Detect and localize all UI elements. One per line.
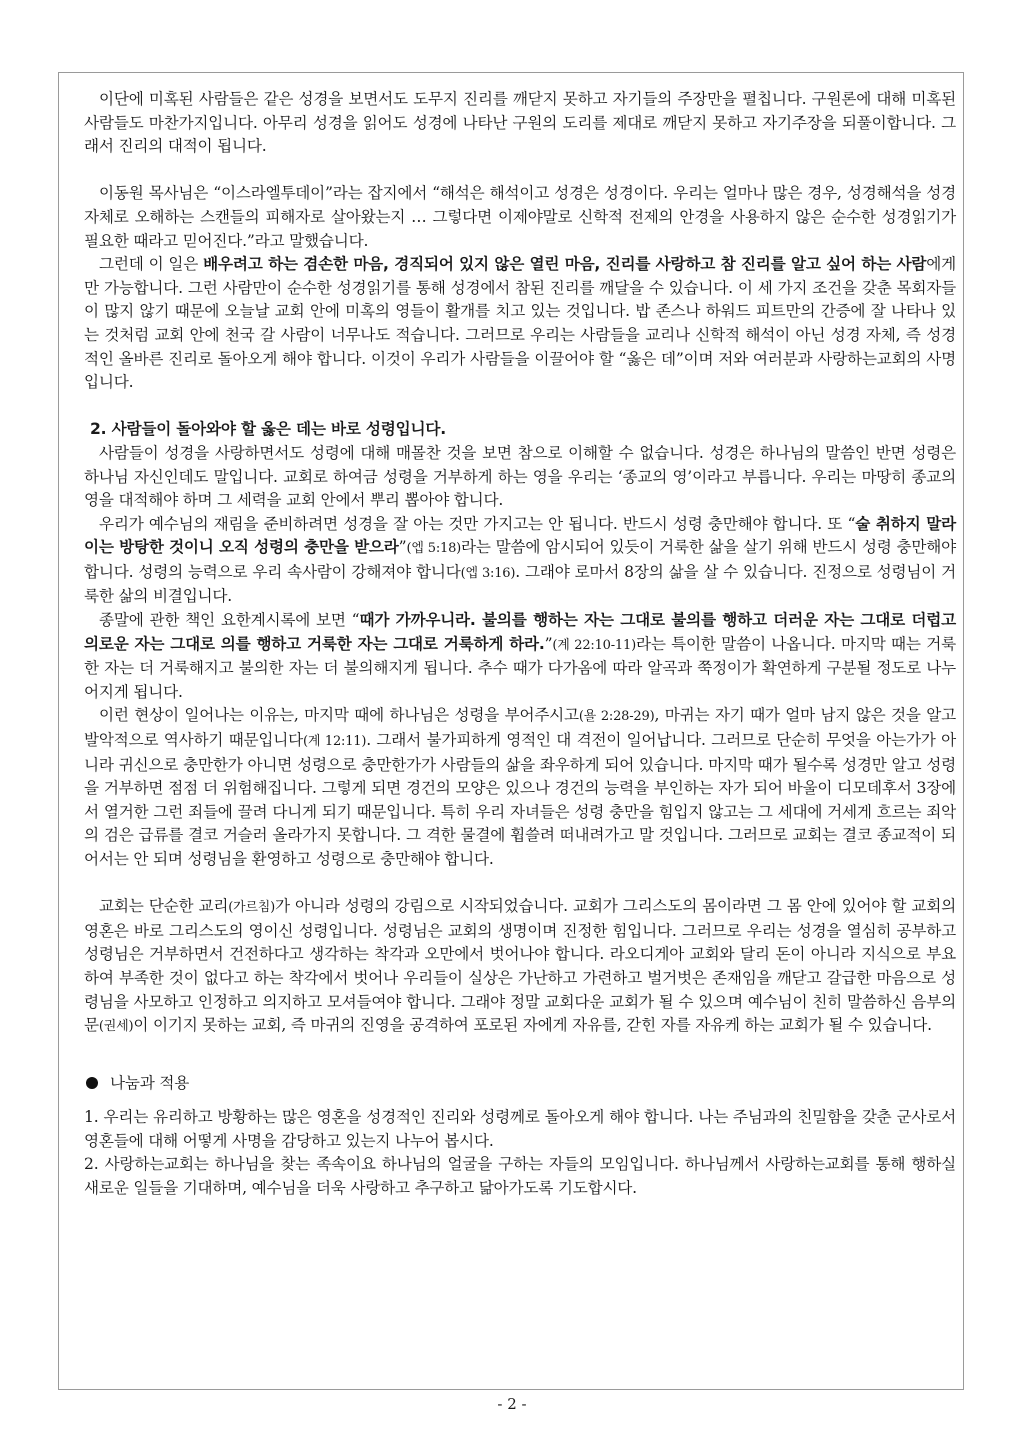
scripture-quote: 때가 가까우니라. 불의를 행하는 자는 그대로 불의를 행하고 더러운 자는 그대로 더럽고 의로운 자는 그대로 의를 행하고 거룩한 자는 그대로 거룩하게 하라. bbox=[84, 611, 956, 653]
parenthetical-note: (가르침) bbox=[228, 900, 276, 916]
scripture-reference: (엡 3:16) bbox=[460, 565, 516, 581]
scripture-reference: (계 22:10-11) bbox=[552, 637, 636, 653]
page-number: - 2 - bbox=[497, 1395, 527, 1413]
paragraph-1: 이단에 미혹된 사람들은 같은 성경을 보면서도 도무지 진리를 깨닫지 못하고 자기들의 주장만을 펼칩니다. 구원론에 대해 미혹된 사람들도 마찬가지입니다. 아무리 성경을 읽어도 성경에 나타난 구원의 도리를 제대로 깨닫지 못하고 자기주장을 되풀이합니다. 그래서 진리의 대적이 됩니다. bbox=[84, 90, 956, 156]
emphasis-text: 배우려고 하는 겸손한 마음, 경직되어 있지 않은 열린 마음, 진리를 사랑하고 참 진리를 알고 싶어 하는 사람 bbox=[203, 255, 927, 274]
section-heading: 2. 사람들이 돌아와야 할 옳은 데는 바로 성령입니다. bbox=[90, 420, 446, 439]
scripture-reference: (엡 5:18) bbox=[406, 541, 462, 557]
scripture-quote: 술 취하지 말라 이는 방탕한 것이니 오직 성령의 충만을 받으라 bbox=[84, 514, 956, 557]
question-list bbox=[84, 1106, 956, 1200]
bullet-icon bbox=[86, 1077, 98, 1089]
list-item: 1. 우리는 유리하고 방황하는 많은 영혼을 성경적인 진리와 성령께로 돌아오게 해야 합니다. 나는 주님과의 친밀함을 갖춘 군사로서 영혼들에 대해 어떻게 사명을 감당하고 있는지 나누어 봅시다. bbox=[84, 1107, 956, 1150]
parenthetical-note: (권세) bbox=[98, 1019, 134, 1035]
scripture-reference: (욜 2:28-29) bbox=[578, 709, 655, 725]
paragraph-4: 사람들이 성경을 사랑하면서도 성령에 대해 매몰찬 것을 보면 참으로 이해할 수 없습니다. 성경은 하나님의 말씀인 반면 성령은 하나님 자신인데도 말입니다. 교회로 하여금 성령을 거부하게 하는 영을 우리는 ‘종교의 영’이라고 부릅니다. 우리는 마땅히 종교의 영을 대적해야 하며 그 세력을 교회 안에서 뿌리 뽑아야 합니다. bbox=[84, 443, 956, 510]
scripture-reference: (계 12:11) bbox=[303, 734, 367, 750]
paragraph-6: 종말에 관한 책인 요한계시록에 보면 “때가 가까우니라. 불의를 행하는 자는 그대로 불의를 행하고 더러운 자는 그대로 더럽고 의로운 자는 그대로 의를 행하고 거룩한 자는 그대로 거룩하게 하라.”(계 22:10-11)라는 특이한 말씀이 나옵니다. 마지막 때는 거룩한 자는 더 거룩해지고 불의한 자는 더 불의해지게 됩니다. 추수 때가 다가옴에 따라 알곡과 쭉정이가 확연하게 구분될 정도로 나누어지게 됩니다. bbox=[84, 611, 956, 701]
document-body bbox=[84, 88, 956, 1200]
paragraph-8: 교회는 단순한 교리(가르침)가 아니라 성령의 강림으로 시작되었습니다. 교회가 그리스도의 몸이라면 그 몸 안에 있어야 할 교회의 영혼은 바로 그리스도의 영이신 성령입니다. 성령님은 교회의 생명이며 진정한 힘입니다. 그러므로 우리는 성경을 열심히 공부하고 성령님은 거부하면서 건전하다고 생각하는 착각과 오만에서 벗어나야 합니다. 라오디게아 교회와 달리 돈이 아니라 지식으로 부요하여 부족한 것이 없다고 하는 착각에서 벗어나 우리들이 실상은 가난하고 가련하고 벌거벗은 존재임을 깨닫고 갈급한 마음으로 성령님을 사모하고 인정하고 의지하고 모셔들여야 합니다. 그래야 정말 교회다운 교회가 될 수 있으며 예수님이 친히 말씀하신 음부의 문(권세)이 이기지 못하는 교회, 즉 마귀의 진영을 공격하여 포로된 자에게 자유를, 갇힌 자를 자유케 하는 교회가 될 수 있습니다. bbox=[84, 897, 956, 1035]
sharing-section-title: 나눔과 적용 bbox=[84, 1072, 956, 1096]
list-item: 2. 사랑하는교회는 하나님을 찾는 족속이요 하나님의 얼굴을 구하는 자들의 모임입니다. 하나님께서 사랑하는교회를 통해 행하실 새로운 일들을 기대하며, 예수님을 더욱 사랑하고 추구하고 닮아가도록 기도합시다. bbox=[84, 1155, 956, 1197]
paragraph-2: 이동원 목사님은 “이스라엘투데이”라는 잡지에서 “해석은 해석이고 성경은 성경이다. 우리는 얼마나 많은 경우, 성경해석을 성경 자체로 오해하는 스캔들의 피해자로 살아왔는지 … 그렇다면 이제야말로 신학적 전제의 안경을 사용하지 않은 순수한 성경읽기가 필요한 때라고 믿어진다.”라고 말했습니다. bbox=[84, 184, 956, 250]
paragraph-5: 우리가 예수님의 재림을 준비하려면 성경을 잘 아는 것만 가지고는 안 됩니다. 반드시 성령 충만해야 합니다. 또 “술 취하지 말라 이는 방탕한 것이니 오직 성령의 충만을 받으라”(엡 5:18)라는 말씀에 암시되어 있듯이 거룩한 삶을 살기 위해 반드시 성령 충만해야 합니다. 성령의 능력으로 우리 속사람이 강해져야 합니다(엡 3:16). 그래야 로마서 8장의 삶을 살 수 있습니다. 진정으로 성령님이 거룩한 삶의 비결입니다. bbox=[84, 514, 956, 606]
paragraph-3: 그런데 이 일은 배우려고 하는 겸손한 마음, 경직되어 있지 않은 열린 마음, 진리를 사랑하고 참 진리를 알고 싶어 하는 사람에게만 가능합니다. 그런 사람만이 순수한 성경읽기를 통해 성경에서 참된 진리를 깨달을 수 있습니다. 이 세 가지 조건을 갖춘 목회자들이 많지 않기 때문에 오늘날 교회 안에 미혹의 영들이 활개를 치고 있는 것입니다. 밥 존스나 하워드 피트만의 간증에 잘 나타나 있는 것처럼 교회 안에 천국 갈 사람이 너무나도 적습니다. 그러므로 우리는 사람들을 교리나 신학적 해석이 아닌 성경 자체, 즉 성경적인 올바른 진리로 돌아오게 해야 합니다. 이것이 우리가 사람들을 이끌어야 할 “옳은 데”이며 저와 여러분과 사랑하는교회의 사명입니다. bbox=[84, 255, 956, 392]
paragraph-7: 이런 현상이 일어나는 이유는, 마지막 때에 하나님은 성령을 부어주시고(욜 2:28-29), 마귀는 자기 때가 얼마 남지 않은 것을 알고 발악적으로 역사하기 때문입니다(계 12:11). 그래서 불가피하게 영적인 대 격전이 일어납니다. 그러므로 단순히 무엇을 아는가가 아니라 귀신으로 충만한가 아니면 성령으로 충만한가가 사람들의 삶을 좌우하게 되어 있습니다. 마지막 때가 될수록 성경만 알고 성령을 거부하면 점점 더 위험해집니다. 그렇게 되면 경건의 모양은 있으나 경건의 능력을 부인하는 자가 되어 바울이 디모데후서 3장에서 열거한 그런 죄들에 끌려 다니게 되기 때문입니다. 특히 우리 자녀들은 성령 충만을 힘입지 않고는 그 세대에 거세게 흐르는 죄악의 검은 급류를 결코 거슬러 올라가지 못합니다. 그 격한 물결에 휩쓸려 떠내려가고 말 것입니다. 그러므로 교회는 결코 종교적이 되어서는 안 되며 성령님을 환영하고 성령으로 충만해야 합니다. bbox=[84, 706, 957, 868]
